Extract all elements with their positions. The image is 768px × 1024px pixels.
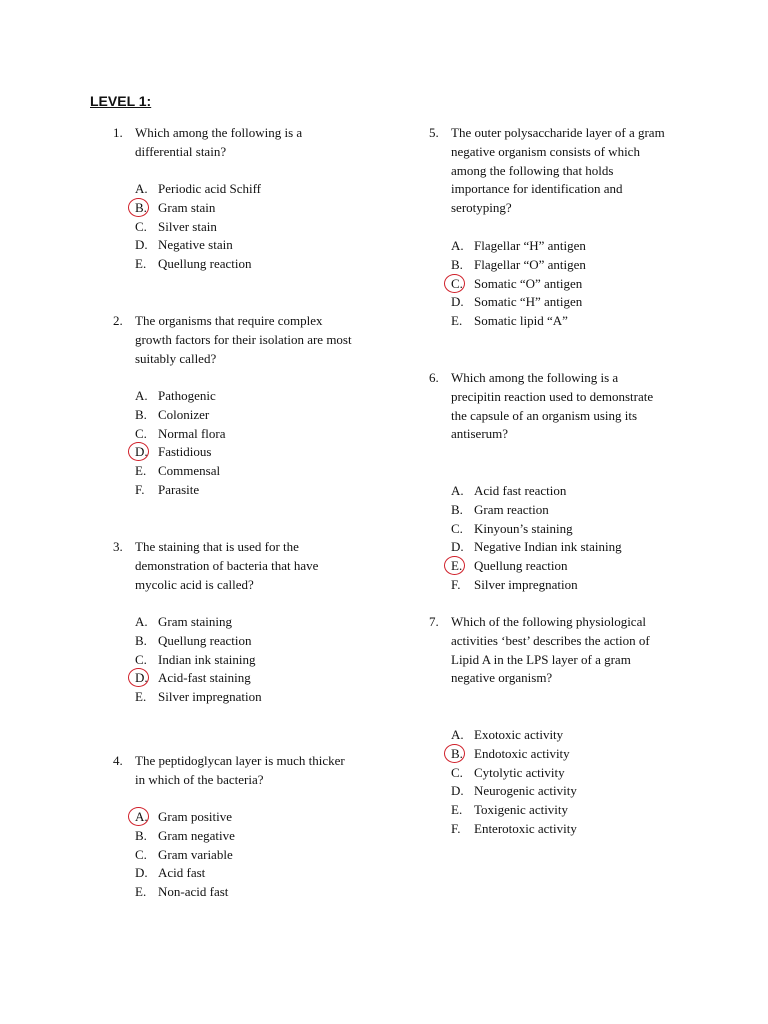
option-letter: B. [451,501,463,517]
option-letter: A. [135,181,148,196]
option-letter: A. [135,388,148,403]
option-text: Fastidious [158,444,212,460]
question-text: The outer polysaccharide layer of a gram negative organism consists of which among the following that holds importance for identification and serotyping? [451,125,665,216]
option-letter: E. [135,689,147,705]
level-heading: LEVEL 1: [90,93,152,109]
option-text: Indian ink staining [158,651,256,667]
option-text: Colonizer [158,406,210,422]
question-text: Which among the following is a differential stain? [135,125,303,159]
option-text: Silver stain [158,218,217,234]
option-letter: A. [451,727,464,742]
option-text: Gram positive [158,809,233,824]
option-text: Toxigenic activity [474,802,569,818]
option-text: Acid-fast staining [158,670,251,686]
question-text: Which of the following physiological activities ‘best’ describes the action of Lipid A in the LPS layer of a gram negative organism? [451,614,650,686]
option-letter: A. [135,809,148,824]
option-letter: B. [451,745,463,761]
option-text: Silver impregnation [474,576,578,592]
option-text: Enterotoxic activity [474,820,577,836]
option-letter: C. [135,651,147,667]
option-text: Negative Indian ink staining [474,539,622,555]
option-text: Flagellar “O” antigen [474,256,586,272]
option-text: Quellung reaction [474,558,568,574]
option-text: Silver impregnation [158,689,262,705]
option-letter: D. [135,865,148,881]
option-letter: F. [451,820,461,836]
option-text: Gram stain [158,199,216,215]
option-text: Normal flora [158,425,226,441]
option-text: Neurogenic activity [474,783,577,799]
option-text: Parasite [158,481,200,497]
option-text: Pathogenic [158,388,216,403]
option-text: Flagellar “H” antigen [474,238,586,253]
option-text: Somatic “O” antigen [474,275,583,291]
option-letter: E. [451,802,463,818]
option-text: Periodic acid Schiff [158,181,262,196]
option-letter: D. [135,444,148,460]
question-number: 1. [113,125,123,140]
option-letter: F. [451,576,461,592]
option-letter: E. [451,313,463,329]
question-number: 4. [113,753,123,768]
option-text: Exotoxic activity [474,727,564,742]
option-letter: D. [135,670,148,686]
option-letter: A. [451,483,464,498]
option-letter: E. [135,884,147,900]
option-text: Endotoxic activity [474,745,570,761]
question-text: The organisms that require complex growth factors for their isolation are most suitably called? [135,313,352,366]
option-text: Quellung reaction [158,256,252,272]
question-text: The peptidoglycan layer is much thicker in which of the bacteria? [135,753,345,787]
option-letter: A. [451,238,464,253]
option-text: Gram staining [158,614,233,629]
option-letter: F. [135,481,145,497]
option-letter: A. [135,614,148,629]
option-letter: C. [451,275,463,291]
option-letter: B. [135,199,147,215]
option-text: Quellung reaction [158,632,252,648]
option-text: Acid fast reaction [474,483,567,498]
option-text: Negative stain [158,237,233,253]
question-number: 2. [113,313,123,328]
option-text: Gram reaction [474,501,549,517]
option-text: Gram negative [158,827,235,843]
option-text: Kinyoun’s staining [474,520,573,536]
option-letter: C. [135,846,147,862]
option-letter: C. [451,520,463,536]
option-text: Acid fast [158,865,206,881]
option-text: Cytolytic activity [474,764,565,780]
option-letter: D. [451,783,464,799]
option-letter: B. [451,256,463,272]
option-letter: B. [135,406,147,422]
option-letter: E. [135,463,147,479]
option-letter: C. [135,218,147,234]
option-text: Somatic “H” antigen [474,294,583,310]
option-text: Commensal [158,463,221,479]
option-letter: C. [451,764,463,780]
question-number: 7. [429,614,439,629]
option-letter: D. [135,237,148,253]
option-text: Non-acid fast [158,884,229,900]
option-letter: E. [135,256,147,272]
option-text: Somatic lipid “A” [474,313,568,329]
option-letter: D. [451,294,464,310]
question-number: 6. [429,370,439,385]
option-letter: D. [451,539,464,555]
question-text: The staining that is used for the demonstration of bacteria that have mycolic acid is called? [135,539,319,592]
question-number: 5. [429,125,439,140]
option-text: Gram variable [158,846,233,862]
option-letter: C. [135,425,147,441]
option-letter: E. [451,558,463,574]
option-letter: B. [135,827,147,843]
question-text: Which among the following is a precipitin reaction used to demonstrate the capsule of an organism using its antiserum? [451,370,654,442]
question-number: 3. [113,539,123,554]
option-letter: B. [135,632,147,648]
